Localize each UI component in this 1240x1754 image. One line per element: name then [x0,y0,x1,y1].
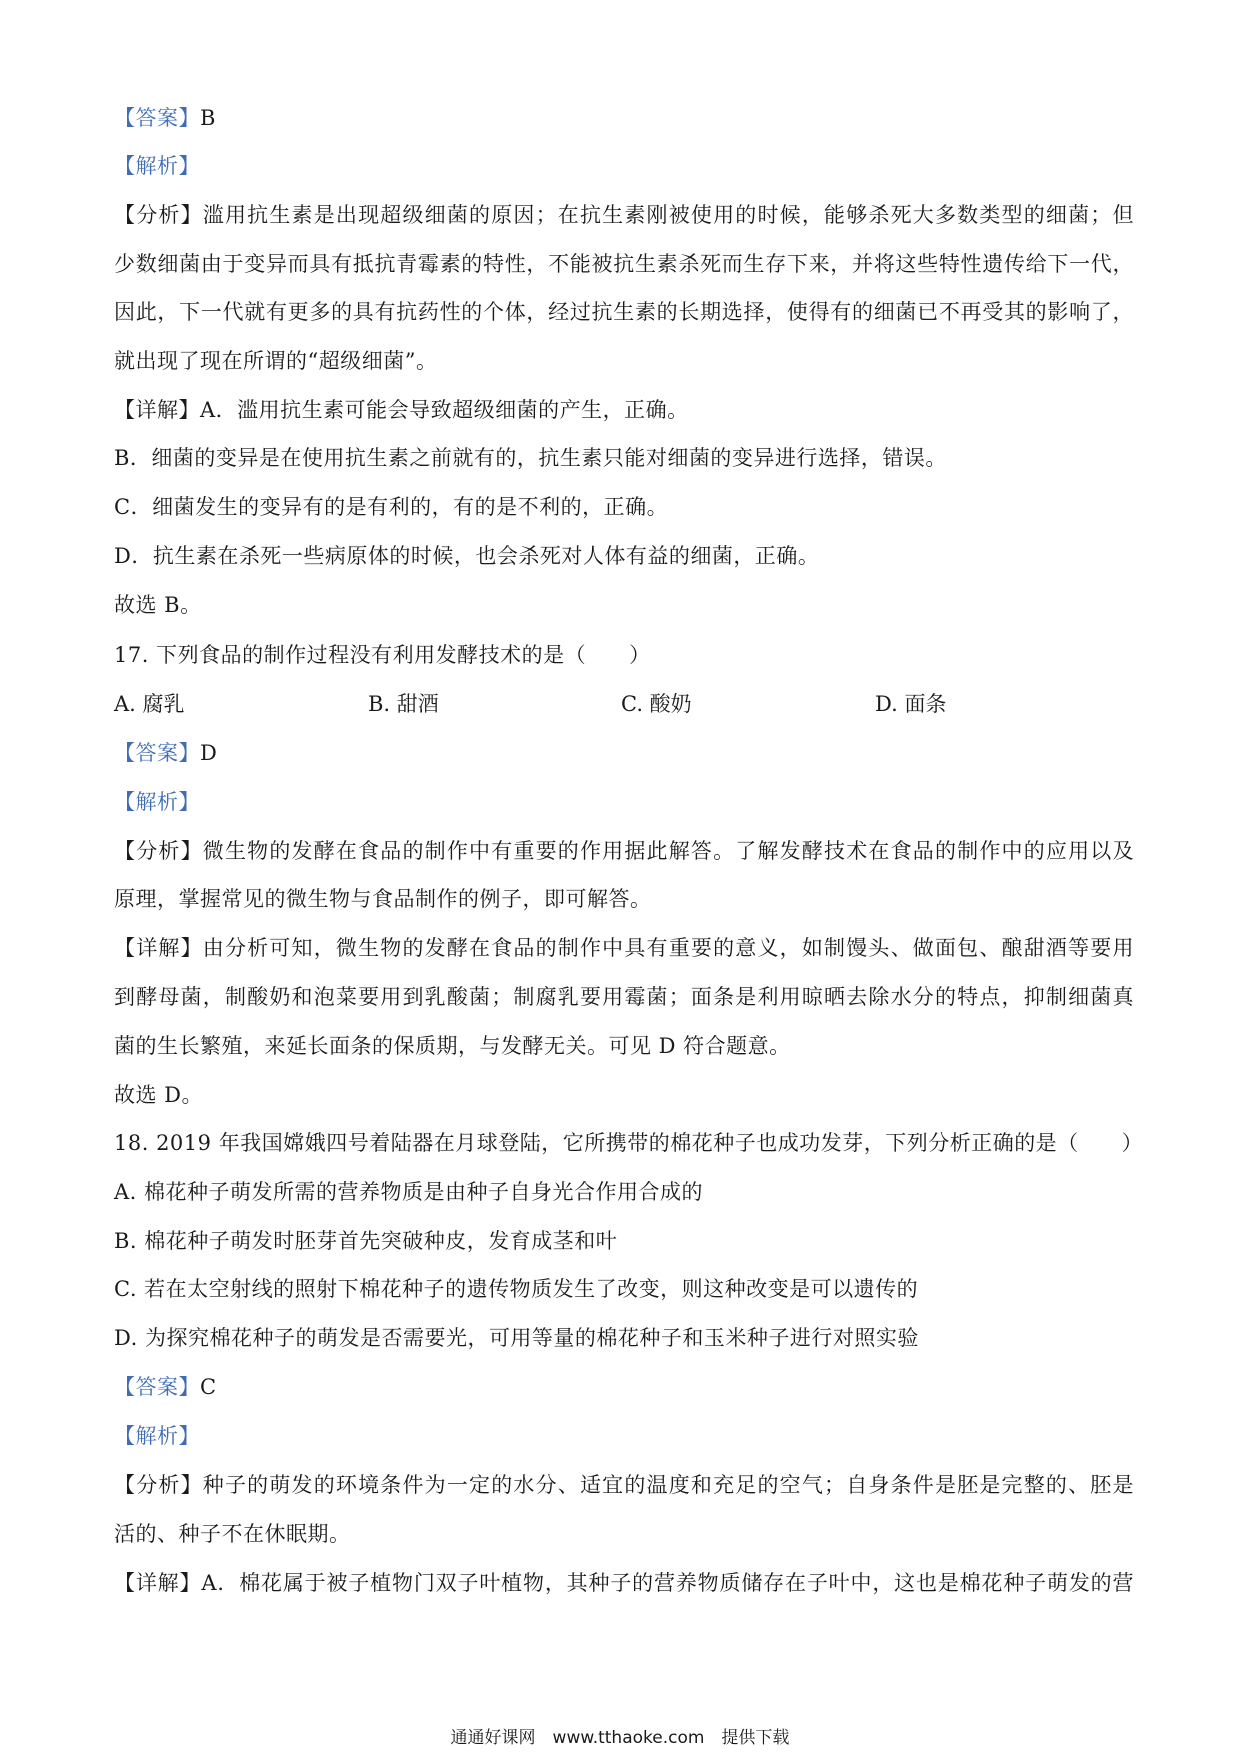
q17-option-c: C. 酸奶 [621,692,692,716]
q17-answer-line [114,738,217,768]
q16-fenxi-line-1: 【分析】滥用抗生素是出现超级细菌的原因；在抗生素刚被使用的时候，能够杀死大多数类型的细菌；但 [114,203,1134,227]
q18-option-d: D. 为探究棉花种子的萌发是否需要光，可用等量的棉花种子和玉米种子进行对照实验 [114,1326,919,1350]
q17-fenxi-line-2: 原理，掌握常见的微生物与食品制作的例子，即可解答。 [114,887,652,911]
q18-option-a: A. 棉花种子萌发所需的营养物质是由种子自身光合作用合成的 [114,1180,704,1204]
q18-xiangjie-line-1: 【详解】A．棉花属于被子植物门双子叶植物，其种子的营养物质储存在子叶中，这也是棉花种子萌发的营 [114,1571,1134,1595]
q17-option-a: A. 腐乳 [114,692,185,716]
answer-value: B [200,106,216,130]
q17-xiangjie-line-3: 菌的生长繁殖，来延长面条的保质期，与发酵无关。可见 D 符合题意。 [114,1034,791,1058]
q17-fenxi-line-1: 【分析】微生物的发酵在食品的制作中有重要的作用据此解答。了解发酵技术在食品的制作中的应用以及 [114,839,1134,863]
q16-answer-line [114,103,216,133]
q16-xiangjie-line-3: C．细菌发生的变异有的是有利的，有的是不利的，正确。 [114,495,669,519]
answer-tag: 【答案】 [114,1375,200,1399]
q16-fenxi-line-3: 因此，下一代就有更多的具有抗药性的个体，经过抗生素的长期选择，使得有的细菌已不再受其的影响了， [114,300,1134,324]
q18-analysis-tag: 【解析】 [114,1424,200,1448]
answer-value: C [200,1375,217,1399]
q17-xiangjie-line-2: 到酵母菌，制酸奶和泡菜要用到乳酸菌；制腐乳要用霉菌；面条是利用晾晒去除水分的特点，抑制细菌真 [114,985,1134,1009]
q17-option-b: B. 甜酒 [368,692,439,716]
q18-option-b: B. 棉花种子萌发时胚芽首先突破种皮，发育成茎和叶 [114,1229,618,1253]
q16-fenxi-line-2: 少数细菌由于变异而具有抵抗青霉素的特性，不能被抗生素杀死而生存下来，并将这些特性遗传给下一代， [114,252,1134,276]
q16-xiangjie-line-2: B．细菌的变异是在使用抗生素之前就有的，抗生素只能对细菌的变异进行选择，错误。 [114,446,947,470]
q17-xiangjie-line-1: 【详解】由分析可知，微生物的发酵在食品的制作中具有重要的意义，如制馒头、做面包、酿甜酒等要用 [114,936,1134,960]
answer-tag: 【答案】 [114,106,200,130]
q16-xiangjie-line-1: 【详解】A．滥用抗生素可能会导致超级细菌的产生，正确。 [114,398,689,422]
q18-fenxi-line-2: 活的、种子不在休眠期。 [114,1522,351,1546]
q18-option-c: C. 若在太空射线的照射下棉花种子的遗传物质发生了改变，则这种改变是可以遗传的 [114,1277,919,1301]
q18-stem: 18. 2019 年我国嫦娥四号着陆器在月球登陆，它所携带的棉花种子也成功发芽，下列分析正确的是（ ） [114,1131,1144,1155]
q17-xiangjie-line-4: 故选 D。 [114,1083,204,1107]
q17-option-d: D. 面条 [875,692,947,716]
q17-analysis-tag: 【解析】 [114,790,200,814]
q17-stem: 17. 下列食品的制作过程没有利用发酵技术的是（ ） [114,643,651,667]
answer-tag: 【答案】 [114,741,200,765]
q16-analysis-tag: 【解析】 [114,154,200,178]
q18-fenxi-line-1: 【分析】种子的萌发的环境条件为一定的水分、适宜的温度和充足的空气；自身条件是胚是完整的、胚是 [114,1473,1134,1497]
answer-value: D [200,741,218,765]
q16-xiangjie-line-5: 故选 B。 [114,593,202,617]
q18-answer-line [114,1372,217,1402]
q16-xiangjie-line-4: D．抗生素在杀死一些病原体的时候，也会杀死对人体有益的细菌，正确。 [114,544,820,568]
q16-fenxi-line-4: 就出现了现在所谓的“超级细菌”。 [114,349,438,373]
page-footer: 通通好课网 www.tthaoke.com 提供下载 [450,1728,790,1748]
